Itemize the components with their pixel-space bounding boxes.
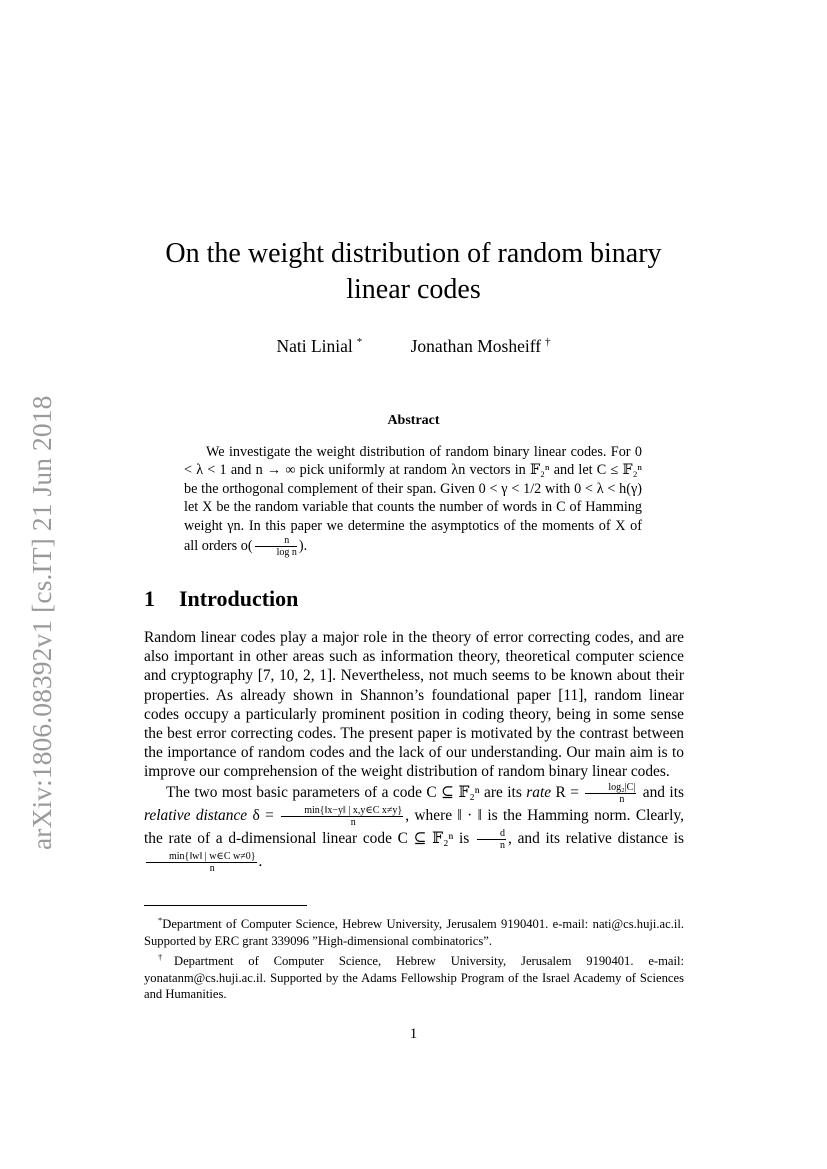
abstract-tail: ). bbox=[298, 537, 308, 554]
abstract-body bbox=[184, 443, 642, 558]
fraction-denominator: n bbox=[500, 839, 506, 851]
fraction-d-over-n bbox=[477, 828, 506, 851]
fraction-numerator: min{‖w‖ | w∈C w≠0} bbox=[146, 851, 257, 863]
page-number: 1 bbox=[409, 1026, 418, 1042]
arxiv-identifier-stamp bbox=[20, 380, 64, 850]
footnote-2 bbox=[144, 949, 684, 1002]
footnotes bbox=[144, 912, 684, 1002]
intro-text-segment: . bbox=[258, 852, 263, 870]
author-list bbox=[0, 330, 827, 358]
intro-text-segment: The two most basic parameters of a code C ⊆ 𝔽₂ⁿ are its bbox=[166, 783, 527, 801]
footnote-1-mark: * bbox=[158, 915, 163, 925]
intro-text-segment: R = bbox=[551, 783, 584, 801]
intro-paragraph-2 bbox=[144, 782, 684, 874]
intro-text-segment: , where ‖ · ‖ is the Hamming norm. Clearly, the rate of a d-dimensional linear code C ⊆ 𝔽₂ⁿ is bbox=[144, 806, 684, 847]
intro-text-segment: , and its relative distance is bbox=[508, 829, 684, 847]
author-1-name: Nati Linial bbox=[276, 335, 353, 356]
arxiv-identifier-text: arXiv:1806.08392v1 [cs.IT] 21 Jun 2018 bbox=[26, 395, 57, 850]
author-2-footnote-mark: † bbox=[545, 336, 551, 348]
intro-text-segment: and its bbox=[638, 783, 684, 801]
fraction-denominator: log n bbox=[276, 547, 297, 559]
abstract-paragraph bbox=[184, 443, 642, 558]
fraction-denominator: n bbox=[619, 793, 625, 805]
paper-title-line-1: On the weight distribution of random binary bbox=[165, 238, 662, 269]
footnote-divider bbox=[144, 905, 307, 906]
fraction-relative-distance bbox=[281, 805, 403, 828]
footnote-1-text: Department of Computer Science, Hebrew University, Jerusalem 9190401. e-mail: nati@cs.huji.ac.il. Supported by ERC grant 339096 ”High-dimensional combinatorics”. bbox=[144, 917, 684, 948]
section-title: Introduction bbox=[179, 586, 299, 611]
fraction-denominator: n bbox=[350, 816, 356, 828]
author-1-footnote-mark: * bbox=[356, 336, 363, 348]
author-2-name: Jonathan Mosheiff bbox=[410, 335, 542, 356]
fraction-numerator: min{‖x−y‖ | x,y∈C x≠y} bbox=[281, 805, 403, 817]
rate-term: rate bbox=[526, 783, 552, 801]
footnote-2-text: Department of Computer Science, Hebrew University, Jerusalem 9190401. e-mail: yonatanm@cs.huji.ac.il. Supported by the Adams Fellowship Program of the Israel Academy of Sciences and Humanities. bbox=[144, 954, 685, 1001]
paper-title bbox=[100, 236, 727, 308]
fraction-numerator: n bbox=[255, 535, 297, 547]
footnote-2-mark: † bbox=[158, 952, 174, 962]
fraction-rate bbox=[585, 782, 636, 805]
intro-paragraph-1: Random linear codes play a major role in the theory of error correcting codes, and are also important in other areas such as information theory, theoretical computer science and cryptography [7, 10, 2, 1]. Nevertheless, not much seems to be known about their properties. As already shown in Shannon’s foundational paper [11], random linear codes occupy a particularly prominent position in coding theory, being in some sense the best error correcting codes. The present paper is motivated by the contrast between the importance of random codes and the lack of our understanding. Our main aim is to improve our comprehension of the weight distribution of random binary linear codes. bbox=[144, 629, 684, 781]
abstract-heading: Abstract bbox=[387, 413, 440, 428]
fraction-denominator: n bbox=[209, 862, 215, 874]
intro-text-segment: δ = bbox=[247, 806, 280, 824]
introduction-body bbox=[144, 628, 684, 874]
paper-title-line-2: linear codes bbox=[346, 274, 481, 305]
fraction-numerator: d bbox=[477, 828, 506, 840]
fraction-numerator: log₂|C| bbox=[585, 782, 636, 794]
footnote-1 bbox=[144, 912, 684, 949]
section-heading bbox=[144, 586, 298, 612]
author-1 bbox=[276, 330, 362, 358]
section-number: 1 bbox=[144, 586, 155, 611]
abstract-text: We investigate the weight distribution of random binary linear codes. For 0 < λ < 1 and n → ∞ pick uniformly at random λn vectors in 𝔽₂ⁿ and let C ≤ 𝔽₂ⁿ be the orthogonal complement of their span. Given 0 < γ < 1/2 with 0 < λ < h(γ) let X be the random variable that counts the number of words in C of Hamming weight γn. In this paper we determine the asymptotics of the moments of X of all orders o( bbox=[184, 444, 642, 554]
fraction-n-over-log-n bbox=[255, 535, 297, 558]
fraction-distance bbox=[146, 851, 257, 874]
author-2 bbox=[411, 330, 551, 358]
relative-distance-term: relative distance bbox=[144, 806, 248, 824]
